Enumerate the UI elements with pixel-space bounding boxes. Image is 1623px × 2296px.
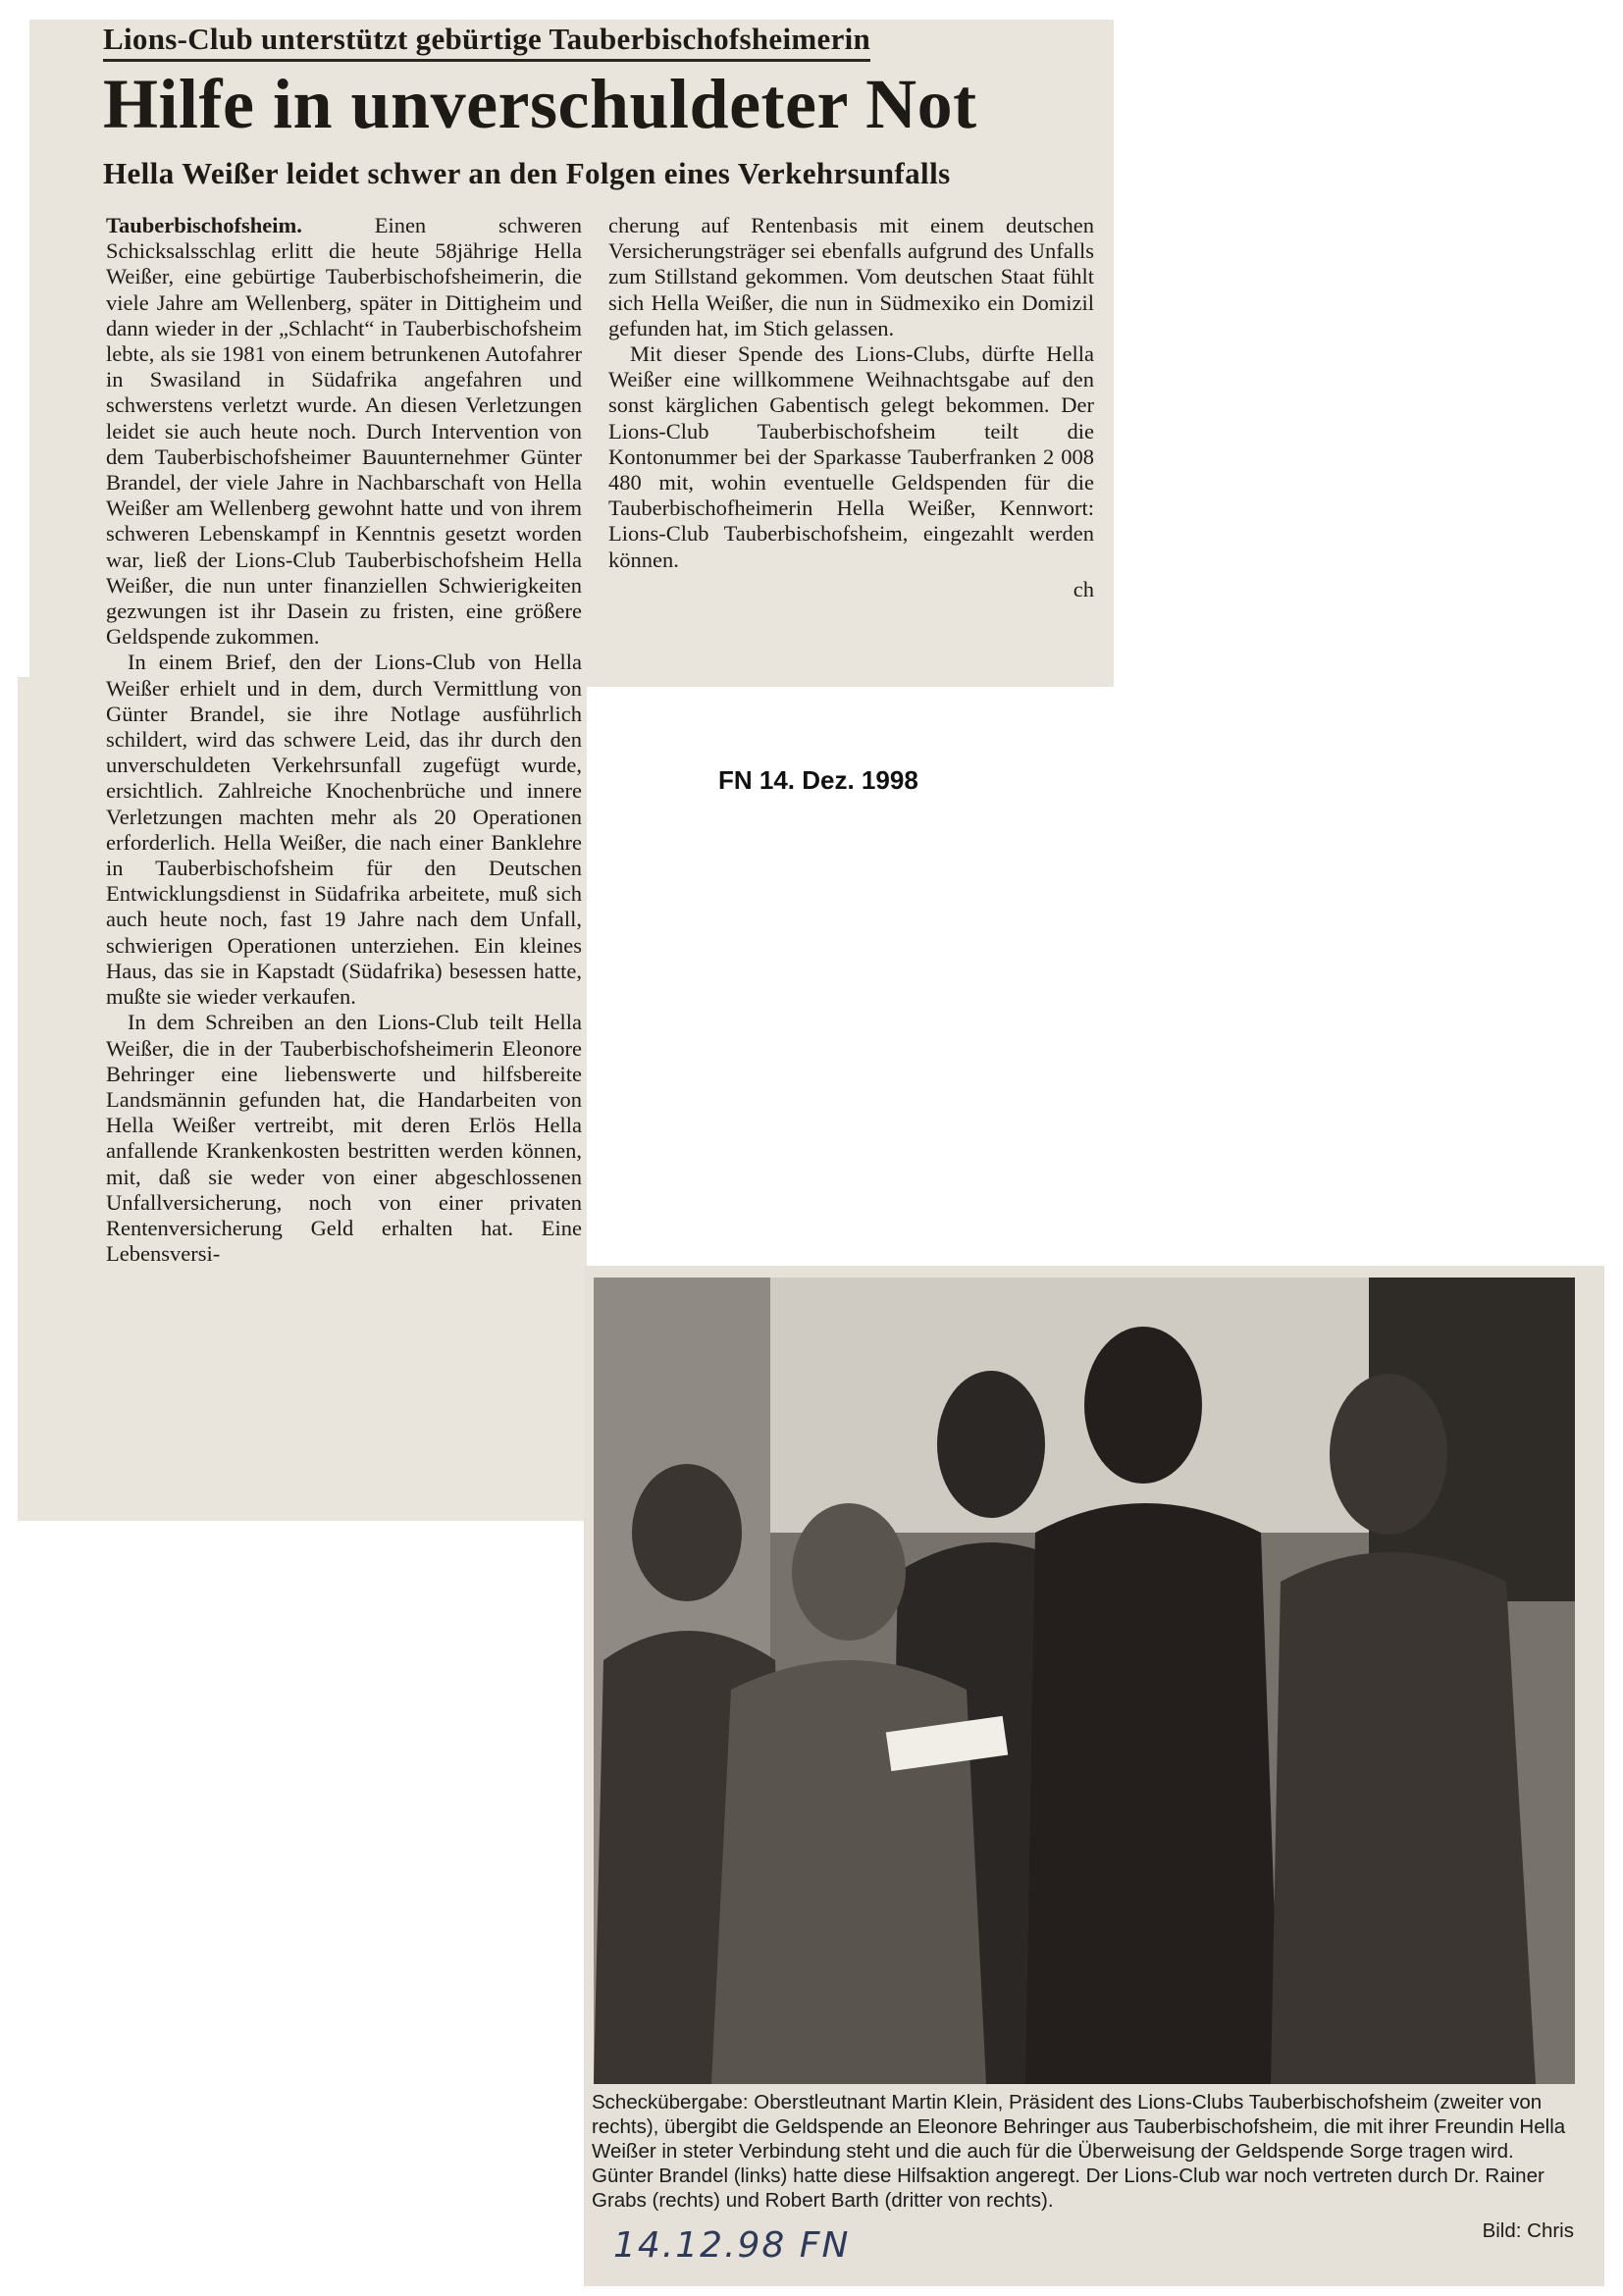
article-column-2 <box>608 213 1094 602</box>
headline-block <box>103 22 1084 191</box>
photo-caption: Scheckübergabe: Oberstleutnant Martin Klein, Präsident des Lions-Clubs Tauberbischofsheim (zweiter von rechts), übergibt die Geldspende an Eleonore Behringer aus Tauberbischofsheim, die mit ihrer Freundin Hella Weißer in steter Verbindung steht und die auch für die Überweisung der Geldspende Sorge tragen wird. Günter Brandel (links) hatte diese Hilfsaktion angeregt. Der Lions-Club war noch vertreten durch Dr. Rainer Grabs (rechts) und Robert Barth (dritter von rechts). <box>592 2091 1566 2212</box>
article-column-1 <box>106 213 582 1267</box>
paragraph: Mit dieser Spende des Lions-Clubs, dürfte Hella Weißer eine willkommene Weihnachtsgabe auf den sonst kärglichen Gabentisch gelegt bekommen. Der Lions-Club Tauberbischofsheim teilt die Kontonummer bei der Sparkasse Tauberfranken 2 008 480 mit, wohin eventuelle Geldspenden für die Tauberbischofheimerin Hella Weißer, Kennwort: Lions-Club Tauberbischofsheim, eingezahlt werden können. <box>608 341 1094 572</box>
handwritten-date-note: 14.12.98 FN <box>613 2225 851 2266</box>
paragraph <box>106 213 582 650</box>
kicker: Lions-Club unterstützt gebürtige Tauberbischofsheimerin <box>103 22 870 62</box>
headline: Hilfe in unverschuldeter Not <box>103 65 977 143</box>
paragraph: In dem Schreiben an den Lions-Club teilt Hella Weißer, die in der Tauberbischofsheimerin Eleonore Behringer eine liebenswerte und hilfsbereite Landsmännin gefunden hat, die Handarbeiten von Hella Weißer vertreibt, mit deren Erlös Hella anfallende Krankenkosten bestritten werden können, mit, daß sie weder von einer abgeschlossenen Unfallversicherung, noch von einer privaten Rentenversicherung Geld erhalten hat. Eine Lebensversi- <box>106 1010 582 1267</box>
subheadline: Hella Weißer leidet schwer an den Folgen eines Verkehrsunfalls <box>103 155 951 190</box>
paragraph: cherung auf Rentenbasis mit einem deutschen Versicherungsträger sei ebenfalls aufgrund des Unfalls zum Stillstand gekommen. Vom deutschen Staat fühlt sich Hella Weißer, die nun in Südmexiko ein Domizil gefunden hat, im Stich gelassen. <box>608 213 1094 340</box>
author-signature: ch <box>1073 576 1094 601</box>
paragraph: In einem Brief, den der Lions-Club von Hella Weißer erhielt und in dem, durch Vermittlung von Günter Brandel, sie ihre Notlage ausführlich schildert, wird das schwere Leid, das ihr durch den unverschuldeten Verkehrsunfall zugefügt wurde, ersichtlich. Zahlreiche Knochenbrüche und innere Verletzungen machten mehr als 20 Operationen erforderlich. Hella Weißer, die nach einer Banklehre in Tauberbischofsheim für den Deutschen Entwicklungsdienst in Südafrika arbeitete, muß sich auch heute noch, fast 19 Jahre nach dem Unfall, schwierigen Operationen unterziehen. Ein kleines Haus, das sie in Kapstadt (Südafrika) besessen hatte, mußte sie wieder verkaufen. <box>106 650 582 1010</box>
photo-credit: Bild: Chris <box>1482 2219 1574 2242</box>
date-label: FN 14. Dez. 1998 <box>718 765 918 795</box>
dateline: Tauberbischofsheim. <box>106 213 302 237</box>
paragraph-text: Einen schweren Schicksalsschlag erlitt die heute 58jährige Hella Weißer, eine gebürtige Tauberbischofsheimerin, die viele Jahre am Wellenberg, später in Dittigheim und dann wieder in der „Schlacht“ in Tauberbischofsheim lebte, als sie 1981 von einem betrunkenen Autofahrer in Swasiland in Südafrika angefahren und schwerstens verletzt wurde. An diesen Verletzungen leidet sie auch heute noch. Durch Intervention von dem Tauberbischofsheimer Bauunternehmer Günter Brandel, der viele Jahre in Nachbarschaft von Hella Weißer am Wellenberg gewohnt hatte und von ihrem schweren Lebenskampf in Kenntnis gesetzt worden war, ließ der Lions-Club Tauberbischofsheim Hella Weißer, die nun unter finanziellen Schwierigkeiten gezwungen ist ihr Dasein zu fristen, eine größere Geldspende zukommen. <box>106 213 582 650</box>
news-photo <box>594 1278 1575 2084</box>
